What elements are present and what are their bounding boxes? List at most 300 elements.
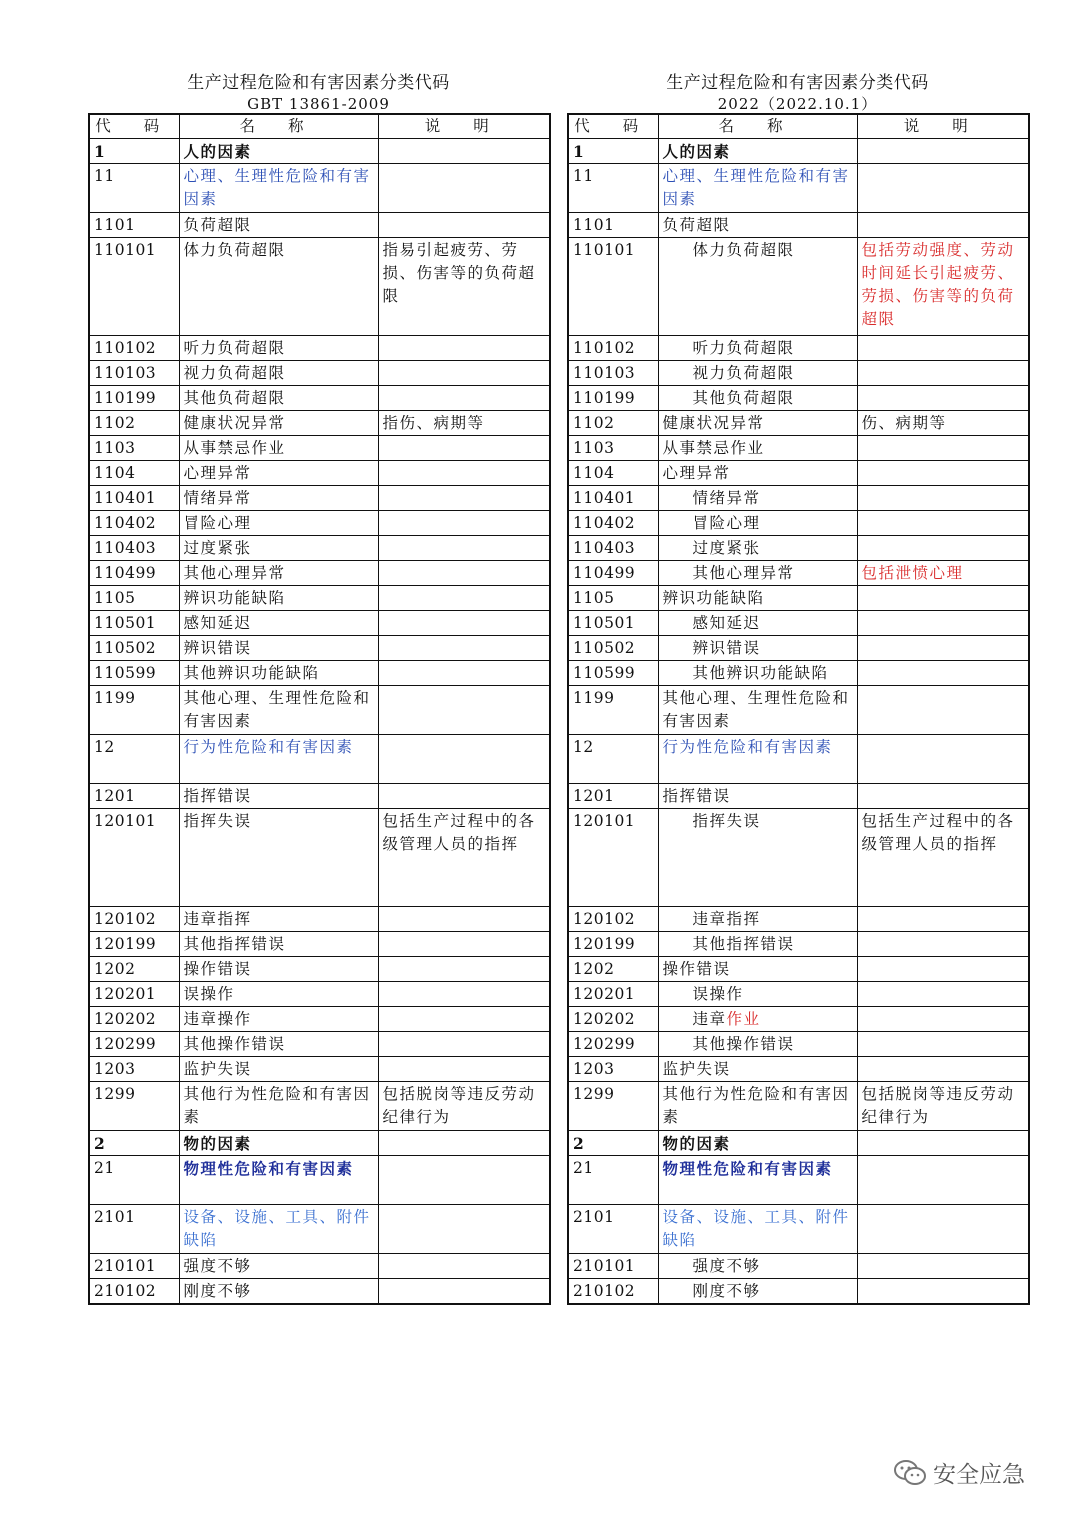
table-row [568,213,1029,238]
name-text: 指挥失误 [183,812,252,830]
note-cell [378,1007,550,1032]
name-cell [179,238,378,336]
table-row [568,1082,1029,1131]
name-text: 听力负荷超限 [692,339,795,357]
code-cell: 2101 [568,1205,658,1254]
table-row [568,1007,1029,1032]
name-text: 其他辨识功能缺陷 [692,664,829,682]
table-row [89,982,550,1007]
code-cell: 110502 [568,636,658,661]
code-cell: 1 [89,139,179,164]
note-cell [378,586,550,611]
name-cell [179,1032,378,1057]
name-text: 视力负荷超限 [183,364,286,382]
note-cell: 指易引起疲劳、劳损、伤害等的负荷超限 [378,238,550,336]
code-cell: 1102 [568,411,658,436]
name-cell [658,735,857,784]
table-row [568,139,1029,164]
code-cell: 1101 [568,213,658,238]
note-cell [378,386,550,411]
note-cell [378,561,550,586]
name-cell [658,1205,857,1254]
note-cell [857,336,1029,361]
name-text: 从事禁忌作业 [662,439,765,457]
table-row [89,1205,550,1254]
name-text: 视力负荷超限 [692,364,795,382]
code-cell: 1199 [568,686,658,735]
code-cell: 110401 [568,486,658,511]
name-text: 刚度不够 [183,1282,252,1300]
note-cell [857,1254,1029,1279]
note-cell: 包括劳动强度、劳动时间延长引起疲劳、劳损、伤害等的负荷超限 [857,238,1029,336]
note-cell: 包括生产过程中的各级管理人员的指挥 [857,809,1029,907]
name-cell [658,486,857,511]
name-cell [658,1131,857,1156]
name-text: 过度紧张 [692,539,761,557]
table-row [568,735,1029,784]
name-cell [179,611,378,636]
note-cell [378,361,550,386]
right-subtitle: 2022（2022.10.1） [717,95,878,113]
table-row [89,386,550,411]
table-row [568,1156,1029,1205]
code-cell: 1104 [568,461,658,486]
code-cell: 1105 [89,586,179,611]
table-row [568,686,1029,735]
note-cell [378,213,550,238]
table-row [568,809,1029,907]
table-row [89,361,550,386]
name-text: 辨识功能缺陷 [662,589,765,607]
name-text: 误操作 [183,985,235,1003]
name-cell [179,561,378,586]
name-text: 冒险心理 [692,514,761,532]
name-text: 负荷超限 [183,216,252,234]
header-note: 说 明 [378,114,550,139]
name-cell [658,411,857,436]
name-cell [658,361,857,386]
code-cell: 21 [568,1156,658,1205]
table-row [568,511,1029,536]
name-text: 其他操作错误 [183,1035,286,1053]
code-cell: 1103 [568,436,658,461]
code-cell: 1 [568,139,658,164]
name-cell [179,436,378,461]
table-row [89,536,550,561]
note-cell [857,1156,1029,1205]
name-text: 设备、设施、工具、附件缺陷 [662,1208,850,1249]
name-cell [658,461,857,486]
code-cell: 120201 [89,982,179,1007]
code-cell: 110102 [89,336,179,361]
name-text: 违章操作 [183,1010,252,1028]
code-cell: 110599 [568,661,658,686]
name-cell [658,1279,857,1305]
table-row [568,386,1029,411]
code-cell: 110499 [568,561,658,586]
name-text: 物的因素 [183,1134,252,1153]
note-cell [857,1032,1029,1057]
table-row [89,139,550,164]
table-row [568,361,1029,386]
right-header-row [568,114,1029,139]
name-cell [179,586,378,611]
name-text: 健康状况异常 [662,414,765,432]
code-cell: 120102 [89,907,179,932]
name-cell [658,982,857,1007]
table-row [568,957,1029,982]
name-text: 其他心理异常 [692,564,795,582]
table-row [568,1131,1029,1156]
table-row [568,164,1029,213]
note-cell [857,386,1029,411]
note-cell [857,784,1029,809]
code-cell: 1201 [89,784,179,809]
note-cell [857,361,1029,386]
code-cell: 1101 [89,213,179,238]
name-cell [179,1205,378,1254]
name-text: 指挥失误 [692,812,761,830]
note-cell [857,436,1029,461]
name-cell [179,386,378,411]
table-row [89,411,550,436]
header-name: 名 称 [658,114,857,139]
name-text: 冒险心理 [183,514,252,532]
note-cell [378,611,550,636]
name-text: 强度不够 [183,1257,252,1275]
name-cell [179,982,378,1007]
note-cell [378,536,550,561]
name-cell [179,636,378,661]
code-cell: 110199 [89,386,179,411]
note-cell [378,1057,550,1082]
note-cell [857,1057,1029,1082]
left-header-row [89,114,550,139]
name-text: 操作错误 [183,960,252,978]
name-text: 负荷超限 [662,216,731,234]
code-cell: 1103 [89,436,179,461]
note-cell [378,982,550,1007]
code-cell: 120299 [89,1032,179,1057]
name-cell [179,1131,378,1156]
name-cell [658,661,857,686]
code-cell: 110402 [568,511,658,536]
name-text: 监护失误 [183,1060,252,1078]
name-cell [658,932,857,957]
name-text: 其他心理异常 [183,564,286,582]
name-cell [658,139,857,164]
name-cell [658,586,857,611]
right-title: 生产过程危险和有害因素分类代码 [666,73,929,93]
name-text: 听力负荷超限 [183,339,286,357]
name-text: 指挥错误 [662,787,731,805]
name-text: 行为性危险和有害因素 [183,738,354,756]
name-cell [658,809,857,907]
name-cell [179,1082,378,1131]
table-row [568,932,1029,957]
table-row [568,336,1029,361]
name-cell [179,686,378,735]
name-text: 刚度不够 [692,1282,761,1300]
table-row [568,1057,1029,1082]
name-text: 违章 [692,1010,727,1028]
note-cell: 包括生产过程中的各级管理人员的指挥 [378,809,550,907]
code-cell: 120202 [568,1007,658,1032]
note-cell [378,1156,550,1205]
note-cell [378,511,550,536]
name-text: 监护失误 [662,1060,731,1078]
table-row [568,982,1029,1007]
table-row [568,461,1029,486]
code-cell: 210101 [89,1254,179,1279]
name-cell [179,139,378,164]
table-row [89,809,550,907]
name-text: 从事禁忌作业 [183,439,286,457]
name-text: 其他心理、生理性危险和有害因素 [183,689,371,730]
name-cell [179,1254,378,1279]
note-cell: 指伤、病期等 [378,411,550,436]
table-row [89,686,550,735]
name-cell [658,686,857,735]
name-cell [658,907,857,932]
name-cell [179,661,378,686]
name-cell [179,164,378,213]
note-cell: 伤、病期等 [857,411,1029,436]
note-cell [857,164,1029,213]
note-cell [378,661,550,686]
name-cell [179,361,378,386]
name-text: 辨识功能缺陷 [183,589,286,607]
table-row [89,511,550,536]
code-cell: 1102 [89,411,179,436]
code-cell: 110101 [89,238,179,336]
code-cell: 1105 [568,586,658,611]
name-text: 其他辨识功能缺陷 [183,664,320,682]
table-row [89,1254,550,1279]
name-cell [179,1156,378,1205]
code-cell: 110499 [89,561,179,586]
code-cell: 120299 [568,1032,658,1057]
name-text: 人的因素 [183,142,252,161]
name-text: 行为性危险和有害因素 [662,738,833,756]
name-cell [658,957,857,982]
code-cell: 1199 [89,686,179,735]
name-text: 其他指挥错误 [183,935,286,953]
code-cell: 120201 [568,982,658,1007]
name-text: 心理异常 [662,464,731,482]
name-text: 情绪异常 [183,489,252,507]
name-text: 健康状况异常 [183,414,286,432]
name-text: 违章指挥 [692,910,761,928]
name-text: 体力负荷超限 [692,241,795,259]
code-cell: 1203 [89,1057,179,1082]
code-cell: 2 [89,1131,179,1156]
name-text: 体力负荷超限 [183,241,286,259]
table-row [89,213,550,238]
right-table [567,113,1030,1305]
name-cell [179,213,378,238]
table-row [89,586,550,611]
note-cell [378,436,550,461]
note-cell [378,784,550,809]
table-row [89,957,550,982]
name-cell [658,336,857,361]
table-row [568,661,1029,686]
note-cell [857,486,1029,511]
table-row [89,436,550,461]
code-cell: 120202 [89,1007,179,1032]
table-row [568,411,1029,436]
name-text: 违章指挥 [183,910,252,928]
code-cell: 120101 [568,809,658,907]
code-cell: 110403 [568,536,658,561]
table-row [568,586,1029,611]
table-row [89,486,550,511]
code-cell: 110101 [568,238,658,336]
note-cell [857,932,1029,957]
code-cell: 11 [89,164,179,213]
name-cell [658,536,857,561]
table-row [89,1082,550,1131]
note-cell [857,611,1029,636]
name-cell [179,932,378,957]
note-cell [857,536,1029,561]
note-cell [857,1279,1029,1305]
note-cell [378,336,550,361]
code-cell: 110599 [89,661,179,686]
name-cell [658,238,857,336]
code-cell: 110502 [89,636,179,661]
wechat-icon [893,1459,927,1487]
code-cell: 110403 [89,536,179,561]
table-row [568,1205,1029,1254]
name-cell [179,735,378,784]
table-row [89,1057,550,1082]
note-cell [378,686,550,735]
note-cell [378,139,550,164]
name-text: 心理异常 [183,464,252,482]
table-row [568,784,1029,809]
table-row [89,932,550,957]
name-cell [658,1156,857,1205]
code-cell: 11 [568,164,658,213]
table-row [89,561,550,586]
name-cell [658,164,857,213]
note-cell [857,1007,1029,1032]
code-cell: 210102 [89,1279,179,1305]
code-cell: 12 [568,735,658,784]
table-row [568,1279,1029,1305]
note-cell [857,957,1029,982]
note-cell [378,486,550,511]
note-cell [378,957,550,982]
name-cell [179,486,378,511]
code-cell: 110501 [568,611,658,636]
name-cell [179,461,378,486]
left-table [88,113,551,1305]
name-cell [179,784,378,809]
name-text: 人的因素 [662,142,731,161]
header-code: 代 码 [89,114,179,139]
table-row [89,461,550,486]
note-cell [857,1205,1029,1254]
name-cell [658,386,857,411]
name-text: 心理、生理性危险和有害因素 [662,167,850,208]
name-cell [179,336,378,361]
code-cell: 110199 [568,386,658,411]
code-cell: 210101 [568,1254,658,1279]
header-name: 名 称 [179,114,378,139]
name-cell [179,809,378,907]
code-cell: 1299 [89,1082,179,1131]
name-text: 物的因素 [662,1134,731,1153]
table-row [89,336,550,361]
name-text: 其他负荷超限 [183,389,286,407]
name-cell [658,784,857,809]
name-text: 其他负荷超限 [692,389,795,407]
code-cell: 12 [89,735,179,784]
table-row [89,1007,550,1032]
table-row [568,561,1029,586]
name-cell [658,1254,857,1279]
code-cell: 120199 [568,932,658,957]
note-cell [378,461,550,486]
name-text: 辨识错误 [692,639,761,657]
table-row [89,784,550,809]
name-text: 情绪异常 [692,489,761,507]
name-changed-text: 作业 [726,1010,761,1028]
code-cell: 110402 [89,511,179,536]
name-text: 其他行为性危险和有害因素 [183,1085,371,1126]
name-text: 物理性危险和有害因素 [183,1159,354,1178]
note-cell [378,735,550,784]
note-cell [378,1131,550,1156]
name-cell [658,436,857,461]
table-row [89,907,550,932]
name-text: 辨识错误 [183,639,252,657]
note-cell [378,932,550,957]
note-cell [857,511,1029,536]
note-cell: 包括脱岗等违反劳动纪律行为 [378,1082,550,1131]
note-cell [857,907,1029,932]
code-cell: 110103 [568,361,658,386]
code-cell: 2 [568,1131,658,1156]
note-cell [857,982,1029,1007]
name-cell [658,561,857,586]
table-row [568,907,1029,932]
code-cell: 1202 [568,957,658,982]
name-cell [658,1082,857,1131]
table-row [89,735,550,784]
header-note: 说 明 [857,114,1029,139]
name-text: 误操作 [692,985,744,1003]
code-cell: 1202 [89,957,179,982]
name-cell [179,536,378,561]
watermark-text: 安全应急 [933,1462,1025,1488]
code-cell: 120199 [89,932,179,957]
name-cell [179,957,378,982]
table-row [568,436,1029,461]
note-cell [378,1205,550,1254]
name-text: 强度不够 [692,1257,761,1275]
left-title: 生产过程危险和有害因素分类代码 [187,73,450,93]
table-row [89,1131,550,1156]
code-cell: 1299 [568,1082,658,1131]
name-text: 物理性危险和有害因素 [662,1159,833,1178]
table-row [568,636,1029,661]
name-cell [179,1057,378,1082]
code-cell: 1104 [89,461,179,486]
